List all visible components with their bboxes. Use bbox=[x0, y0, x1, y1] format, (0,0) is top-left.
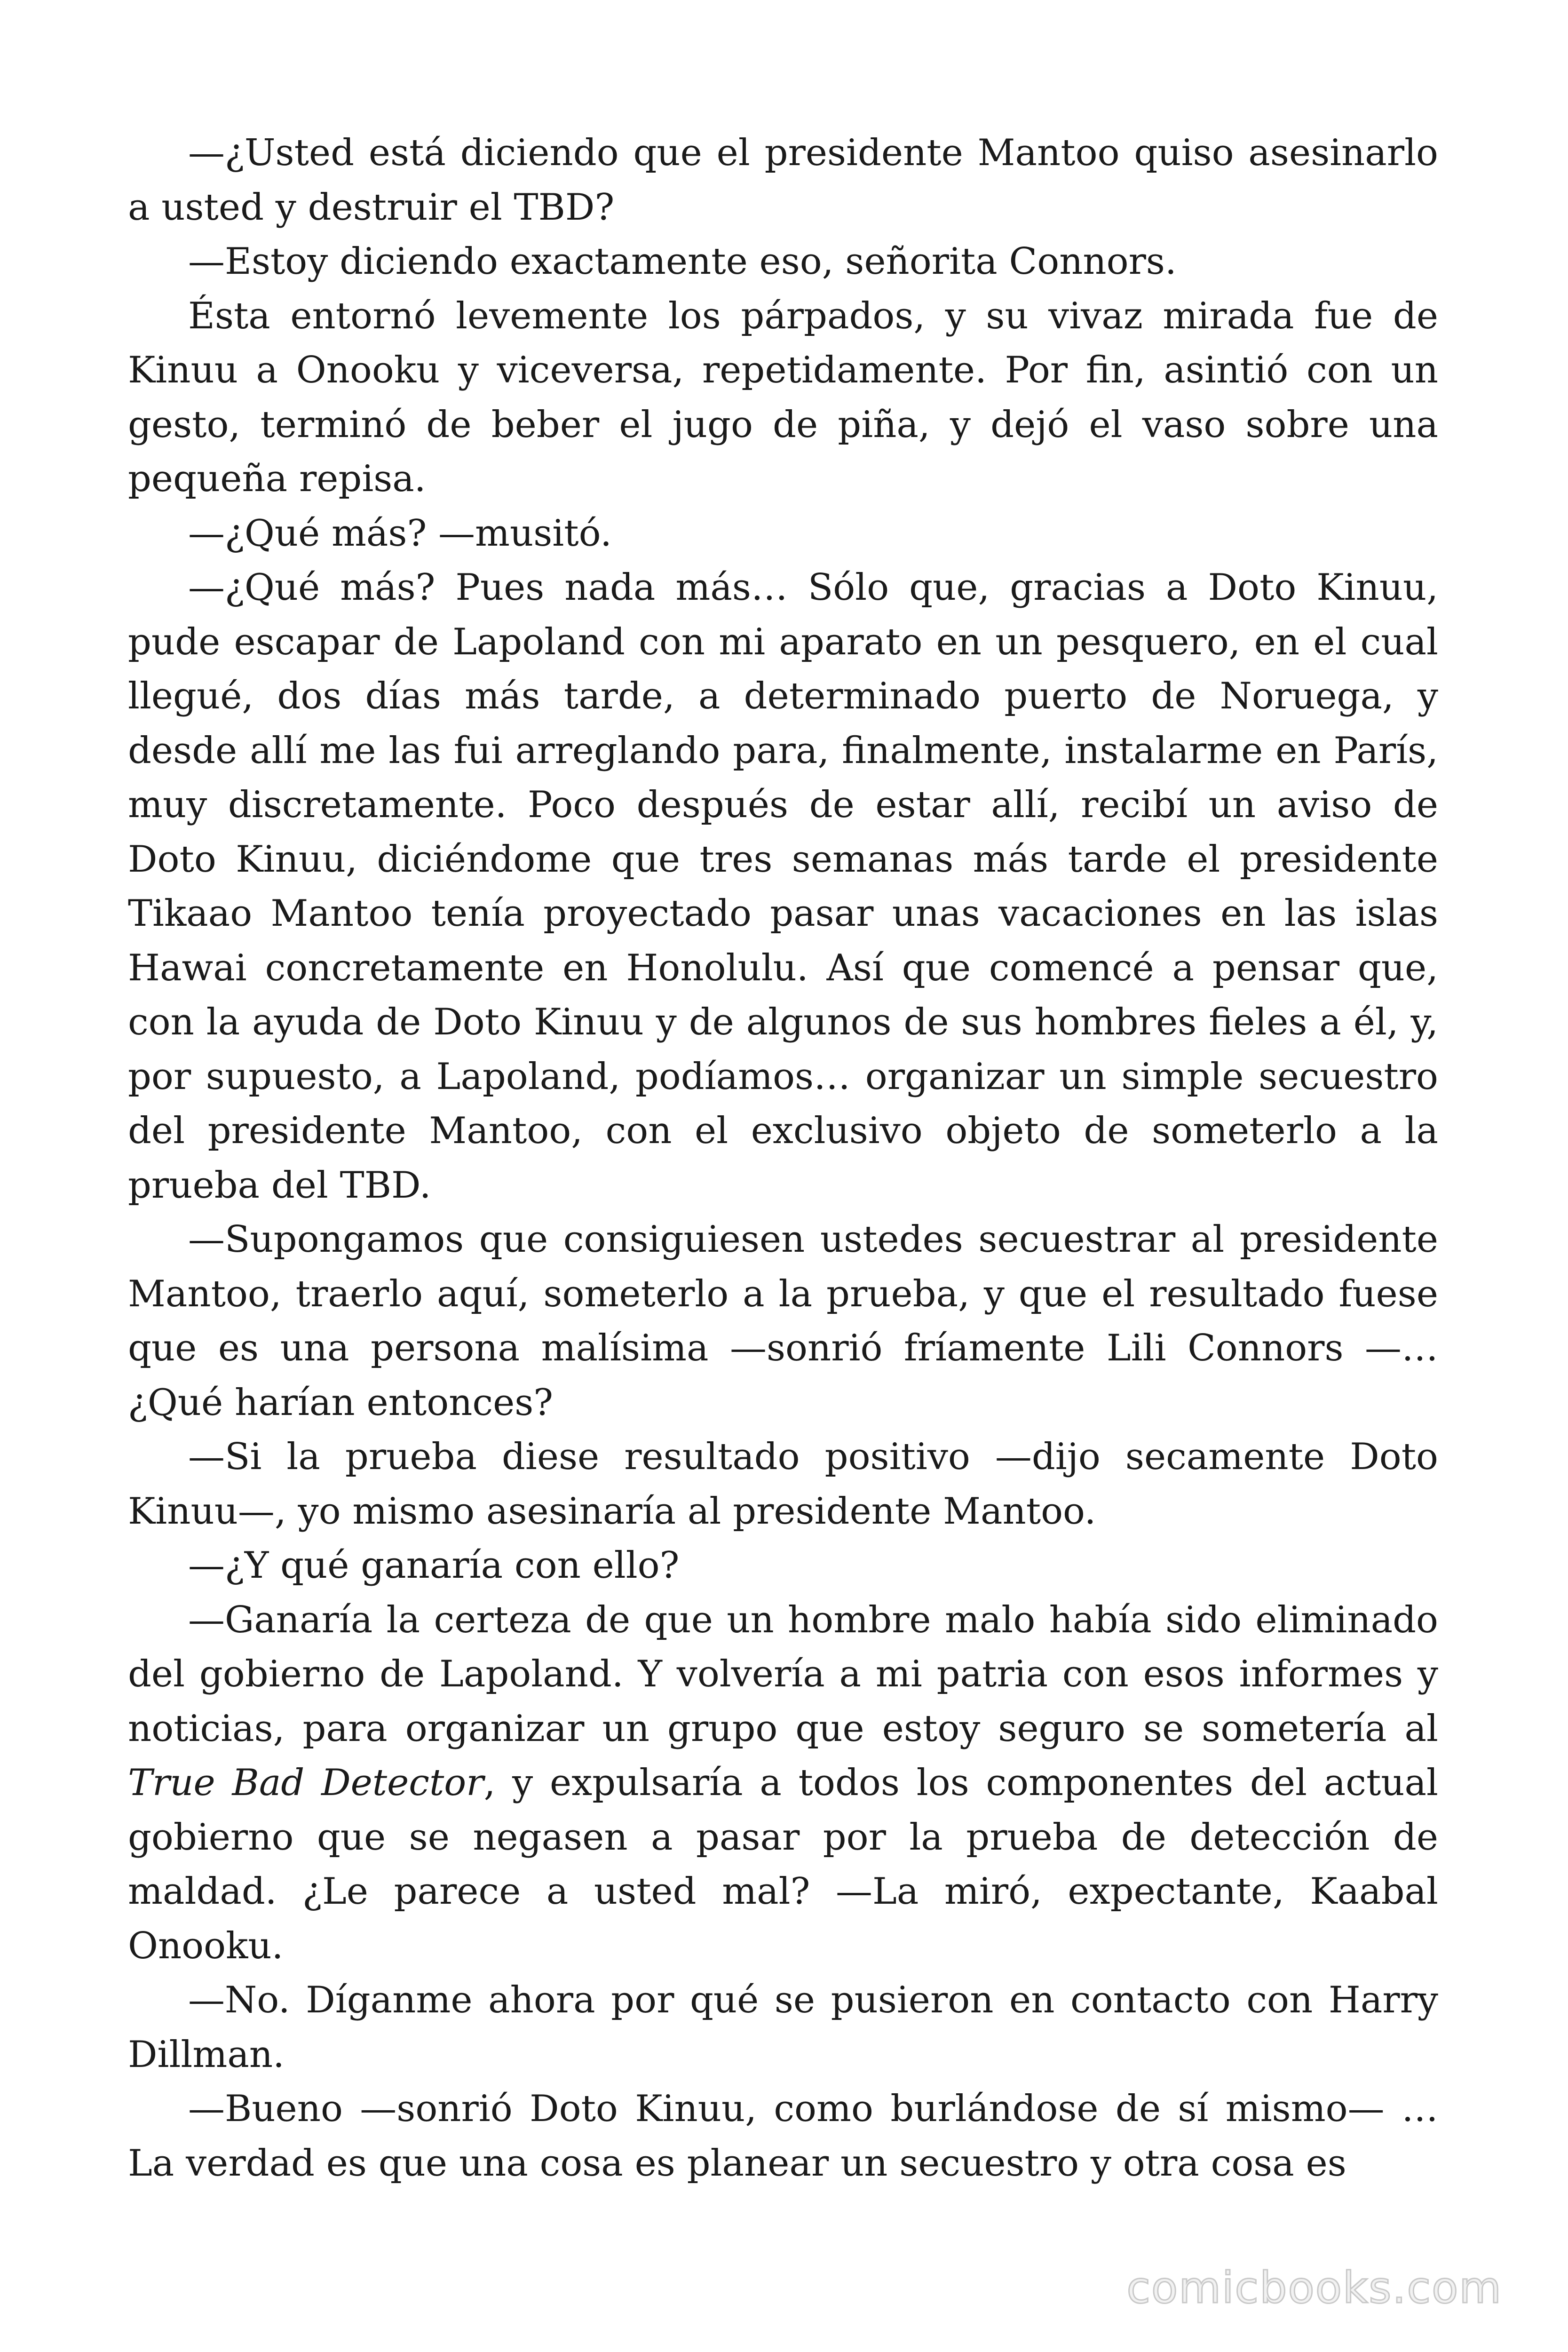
paragraph: —No. Díganme ahora por qué se pusieron en contacto con Harry Dillman. bbox=[128, 1979, 1438, 2076]
paragraph: —Si la prueba diese resultado positivo —dijo secamente Doto Kinuu—, yo mismo asesinaría al presidente Mantoo. bbox=[128, 1436, 1438, 1533]
paragraph: —¿Qué más? Pues nada más… Sólo que, gracias a Doto Kinuu, pude escapar de Lapoland con mi aparato en un pesquero, en el cual llegué, dos días más tarde, a determinado puerto de Noruega, y desde allí me las fui arreglando para, finalmente, instalarme en París, muy discretamente. Poco después de estar allí, recibí un aviso de Doto Kinuu, diciéndome que tres semanas más tarde el presidente Tikaao Mantoo tenía proyectado pasar unas vacaciones en las islas Hawai concretamente en Honolulu. Así que comencé a pensar que, con la ayuda de Doto Kinuu y de algunos de sus hombres fieles a él, y, por supuesto, a Lapoland, podíamos… organizar un simple secuestro del presidente Mantoo, con el exclusivo objeto de someterlo a la prueba del TBD. bbox=[128, 566, 1438, 1207]
paragraph-text: —Ganaría la certeza de que un hombre malo había sido eliminado del gobierno de Lapoland. Y volvería a mi patria con esos informes y noticias, para organizar un grupo que estoy seguro se sometería al bbox=[128, 1598, 1438, 1750]
paragraph: —Estoy diciendo exactamente eso, señorita Connors. bbox=[188, 240, 1177, 283]
paragraph-text: , y expulsaría a todos los componentes del actual gobierno que se negasen a pasar por la prueba de detección de maldad. ¿Le parece a usted mal? —La miró, expectante, Kaabal Onooku. bbox=[128, 1762, 1438, 1967]
paragraph: —Bueno —sonrió Doto Kinuu, como burlándose de sí mismo— … La verdad es que una cosa es planear un secuestro y otra cosa es bbox=[128, 2088, 1438, 2185]
paragraph: Ésta entornó levemente los párpados, y su vivaz mirada fue de Kinuu a Onooku y viceversa, repetidamente. Por fin, asintió con un gesto, terminó de beber el jugo de piña, y dejó el vaso sobre una pequeña repisa. bbox=[128, 294, 1438, 500]
paragraph bbox=[128, 1593, 1438, 1974]
italic-title: True Bad Detector bbox=[128, 1762, 484, 1804]
paragraph: —¿Qué más? —musitó. bbox=[188, 512, 612, 555]
paragraph: —¿Usted está diciendo que el presidente Mantoo quiso asesinarlo a usted y destruir el TBD? bbox=[128, 132, 1438, 229]
paragraph: —¿Y qué ganaría con ello? bbox=[188, 1544, 680, 1587]
watermark: comicbooks.com bbox=[1126, 2263, 1502, 2313]
paragraph: —Supongamos que consiguiesen ustedes secuestrar al presidente Mantoo, traerlo aquí, someterlo a la prueba, y que el resultado fuese que es una persona malísima —sonrió fríamente Lili Connors —… ¿Qué harían entonces? bbox=[128, 1218, 1438, 1424]
document-body bbox=[128, 126, 1438, 2191]
